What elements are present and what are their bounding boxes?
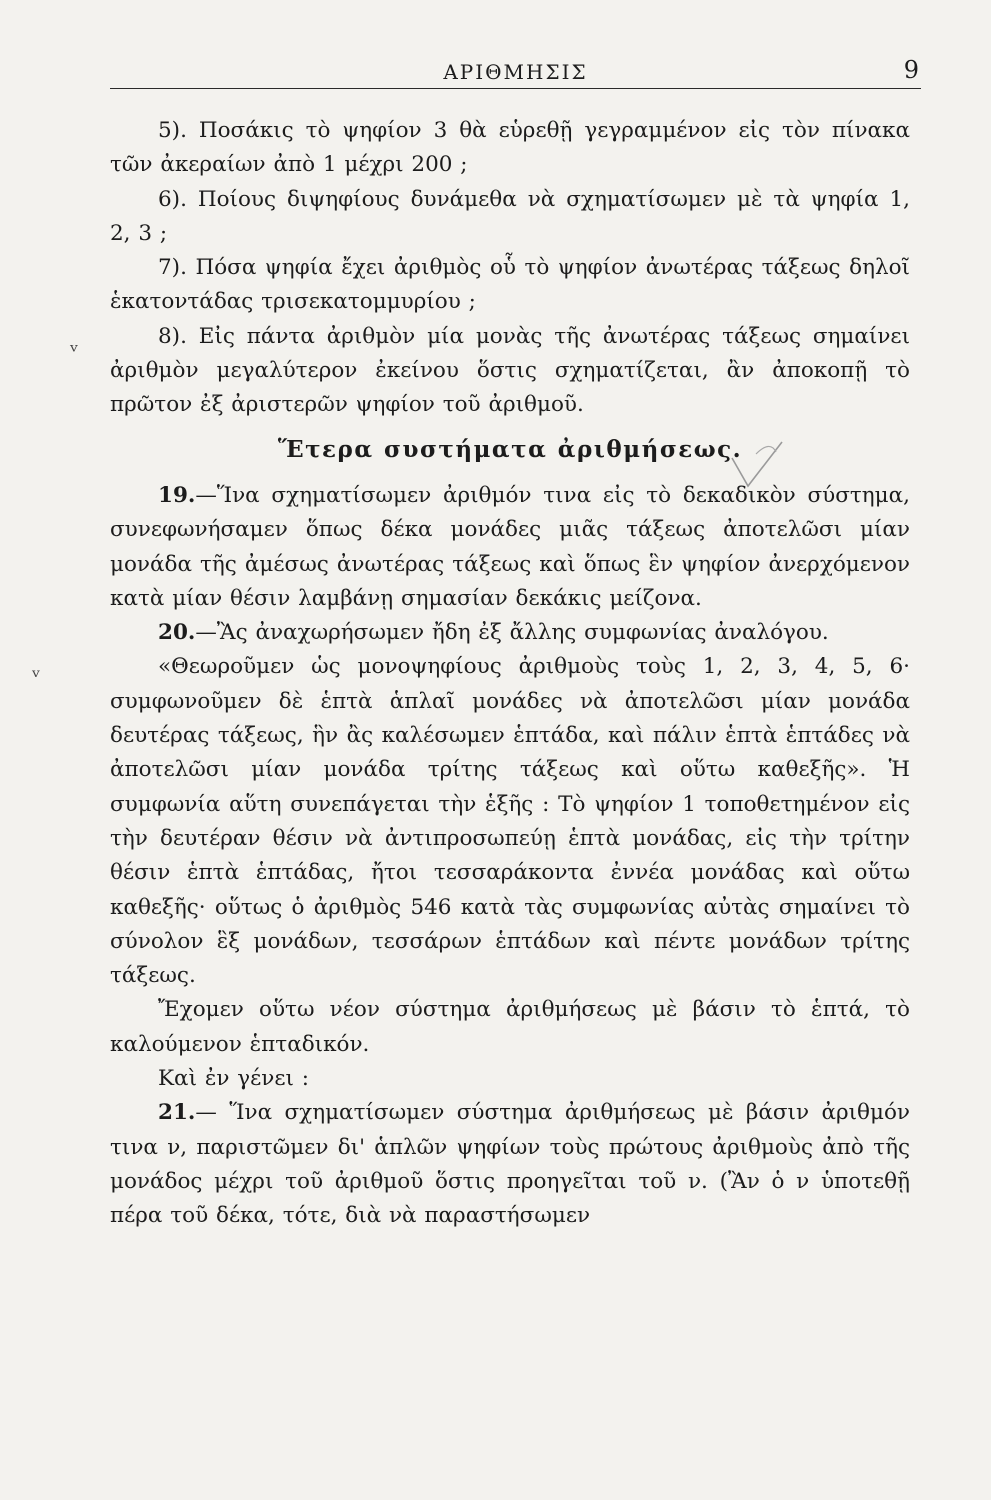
page-number: 9 [903, 56, 919, 84]
general-case-line: Καὶ ἐν γένει : [158, 1066, 309, 1092]
article-20 [110, 616, 910, 650]
article-number: 19. [158, 482, 196, 508]
article-20-quote: «Θεωροῦμεν ὡς μονοψηφίους ἀριθμοὺς τοὺς 1, 2, 3, 4, 5, 6· συμφωνοῦμεν δὲ ἑπτὰ ἁπλαῖ μονάδες νὰ ἀποτελῶσι μίαν μονάδα δευτέρας τάξεως, ἣν ἂς καλέσωμεν ἑπτάδα, καὶ πάλιν ἑπτὰ ἑπτάδες νὰ ἀποτελῶσι μίαν μονάδα τρίτης τάξεως καὶ οὕτω καθεξῆς». Ἡ συμφωνία αὕτη συνεπάγεται τὴν ἑξῆς : Τὸ ψηφίον 1 τοποθετημένον εἰς τὴν δευτέραν θέσιν νὰ ἀντιπροσωπεύῃ ἑπτὰ μονάδας, εἰς τὴν τρίτην θέσιν ἑπτὰ ἑπτάδας, ἤτοι τεσσαράκοντα ἐννέα μονάδας καὶ οὕτω καθεξῆς· οὕτως ὁ ἀριθμὸς 546 κατὰ τὰς συμφωνίας αὐτὰς σημαίνει τὸ σύνολον ἓξ μονάδων, τεσσάρων ἑπτάδων καὶ πέντε μονάδων τρίτης τάξεως. [110, 654, 910, 989]
exercise-6: 6). Ποίους διψηφίους δυνάμεθα νὰ σχηματίσωμεν μὲ τὰ ψηφία 1, 2, 3 ; [110, 186, 910, 246]
heptadic-system-paragraph: Ἔχομεν οὕτω νέον σύστημα ἀριθμήσεως μὲ βάσιν τὸ ἑπτά, τὸ καλούμενον ἑπταδικόν. [110, 997, 910, 1057]
margin-pencil-mark: ᵛ [70, 340, 79, 365]
article-text: — Ἵνα σχηματίσωμεν σύστημα ἀριθμήσεως μὲ βάσιν ἀριθμόν τινα ν, παριστῶμεν δι' ἁπλῶν ψηφίων τοὺς πρώτους ἀριθμοὺς ἀπὸ τῆς μονάδος μέχρι τοῦ ἀριθμοῦ ὅστις προηγεῖται τοῦ ν. (Ἂν ὁ ν ὑποτεθῇ πέρα τοῦ δέκα, τότε, διὰ νὰ παραστήσωμεν [110, 1100, 910, 1229]
article-text: —Ἵνα σχηματίσωμεν ἀριθμόν τινα εἰς τὸ δεκαδικὸν σύστημα, συνεφωνήσαμεν ὅπως δέκα μονάδες μιᾶς τάξεως ἀποτελῶσι μίαν μονάδα τῆς ἀμέσως ἀνωτέρας τάξεως καὶ ὅπως ἓν ψηφίον ἀνερχόμενον κατὰ μίαν θέσιν λαμβάνῃ σημασίαν δεκάκις μείζονα. [110, 482, 910, 611]
running-header [110, 58, 921, 89]
margin-pencil-mark: ᵥ [32, 658, 41, 683]
exercise-8: 8). Εἰς πάντα ἀριθμὸν μία μονὰς τῆς ἀνωτέρας τάξεως σημαίνει ἀριθμὸν μεγαλύτερον ἐκείνου ὅστις σχηματίζεται, ἂν ἀποκοπῇ τὸ πρῶτον ἐξ ἀριστερῶν ψηφίον τοῦ ἀριθμοῦ. [110, 323, 910, 418]
body-text [110, 114, 910, 1234]
article-number: 20. [158, 620, 196, 646]
exercise-5: 5). Ποσάκις τὸ ψηφίον 3 θὰ εὑρεθῇ γεγραμμένον εἰς τὸν πίνακα τῶν ἀκεραίων ἀπὸ 1 μέχρι 200 ; [110, 118, 910, 178]
article-text: —Ἂς ἀναχωρήσωμεν ἤδη ἐξ ἄλλης συμφωνίας ἀναλόγου. [195, 620, 829, 646]
article-21 [110, 1096, 910, 1233]
running-title: ΑΡΙΘΜΗΣΙΣ [443, 60, 588, 84]
exercise-7: 7). Πόσα ψηφία ἔχει ἀριθμὸς οὗ τὸ ψηφίον ἀνωτέρας τάξεως δηλοῖ ἑκατοντάδας τρισεκατομμυρίου ; [110, 255, 910, 315]
article-19 [110, 479, 910, 616]
section-heading: Ἕτερα συστήματα ἀριθμήσεως. [277, 435, 743, 463]
article-number: 21. [158, 1100, 196, 1126]
